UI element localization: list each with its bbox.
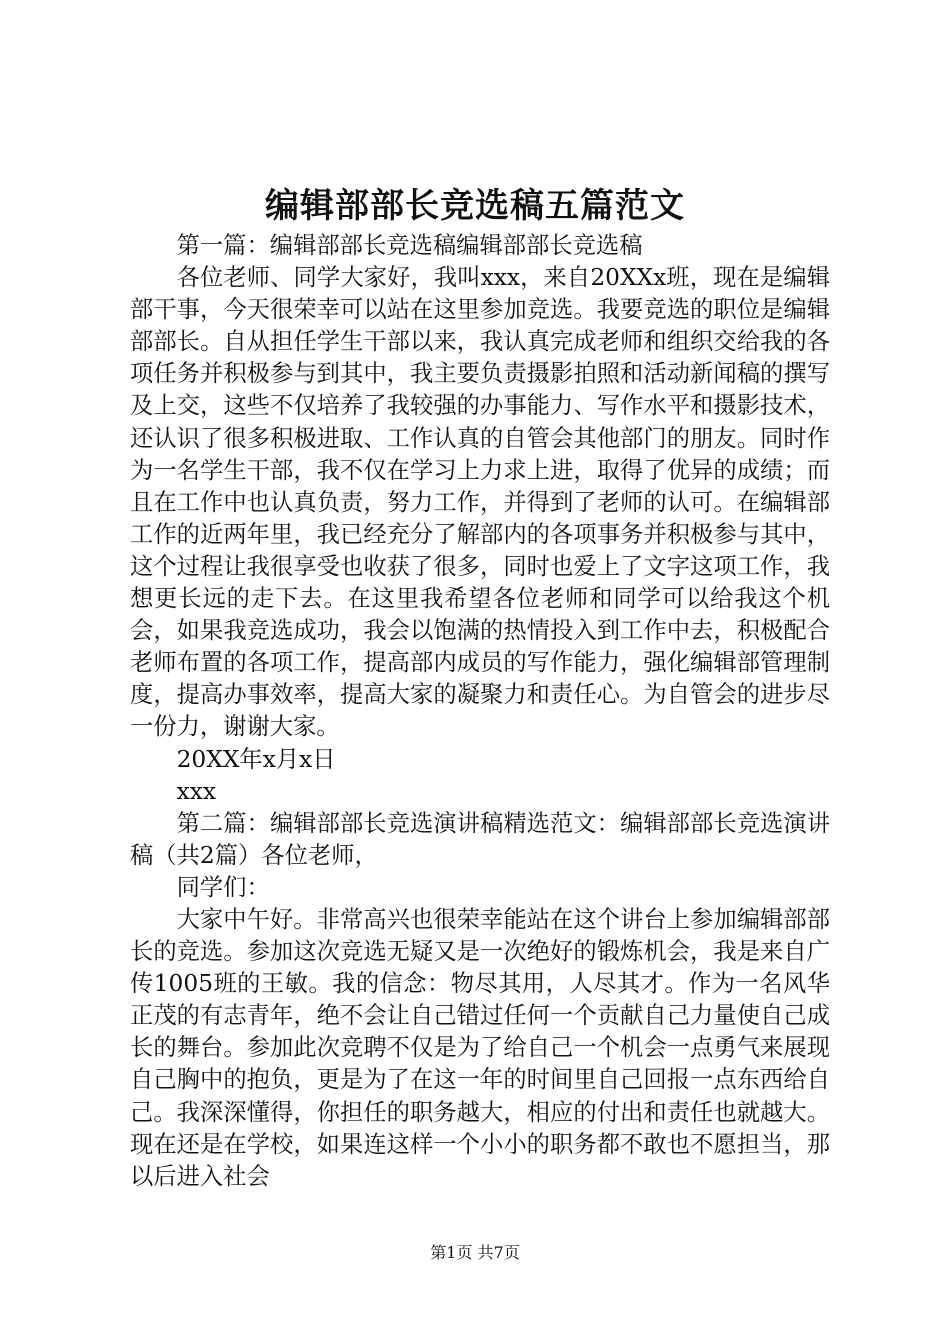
paragraph-section-1-heading: 第一篇：编辑部部长竞选稿编辑部部长竞选稿 (176, 232, 643, 259)
document-title: 编辑部部长竞选稿五篇范文 (265, 186, 685, 226)
document-body (130, 230, 830, 1193)
paragraph-section-1-body: 各位老师、同学大家好，我叫xxx，来自20XXx班，现在是编辑部干事，今天很荣幸可以站在这里参加竞选。我要竞选的职位是编辑部部长。自从担任学生干部以来，我认真完成老师和组织交给我的各项任务并积极参与到其中，我主要负责摄影拍照和活动新闻稿的撰写及上交，这些不仅培养了我较强的办事能力、写作水平和摄影技术，还认识了很多积极进取、工作认真的自管会其他部门的朋友。同时作为一名学生干部，我不仅在学习上力求上进，取得了优异的成绩；而且在工作中也认真负责，努力工作，并得到了老师的认可。在编辑部工作的近两年里，我已经充分了解部内的各项事务并积极参与其中，这个过程让我很享受也收获了很多，同时也爱上了文字这项工作，我想更长远的走下去。在这里我希望各位老师和同学可以给我这个机会，如果我竞选成功，我会以饱满的热情投入到工作中去，积极配合老师布置的各项工作，提高部内成员的写作能力，强化编辑部管理制度，提高办事效率，提高大家的凝聚力和责任心。为自管会的进步尽一份力，谢谢大家。 (130, 264, 830, 741)
paragraph-signature: xxx (176, 777, 217, 805)
paragraph-greeting: 同学们： (176, 873, 270, 901)
paragraph-section-2-body: 大家中午好。非常高兴也很荣幸能站在这个讲台上参加编辑部部长的竞选。参加这次竞选无疑又是一次绝好的锻炼机会，我是来自广传1005班的王敏。我的信念：物尽其用，人尽其才。作为一名风华正茂的有志青年，绝不会让自己错过任何一个贡献自己力量使自己成长的舞台。参加此次竞聘不仅是为了给自己一个机会一点勇气来展现自己胸中的抱负，更是为了在这一年的时间里自己回报一点东西给自己。我深深懂得，你担任的职务越大，相应的付出和责任也就越大。现在还是在学校，如果连这样一个小小的职务都不敢也不愿担当，那以后进入社会 (130, 905, 830, 1190)
page-number-footer: 第1页 共7页 (430, 1243, 520, 1262)
paragraph-section-2-heading: 第二篇：编辑部部长竞选演讲稿精选范文：编辑部部长竞选演讲稿（共2篇）各位老师， (130, 809, 830, 869)
paragraph-date: 20XX年x月x日 (176, 745, 336, 773)
